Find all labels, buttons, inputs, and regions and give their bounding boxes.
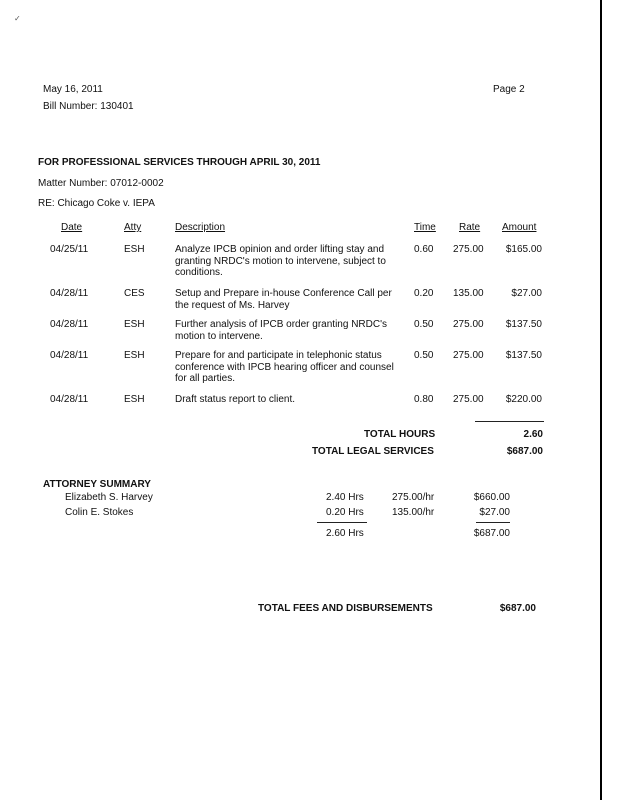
entry-atty: ESH bbox=[124, 319, 145, 330]
grand-total-value: $687.00 bbox=[499, 603, 536, 614]
entry-rate: 275.00 bbox=[453, 319, 484, 330]
entry-rate: 275.00 bbox=[453, 394, 484, 405]
entry-description: Prepare for and participate in telephonic status conference with IPCB hearing officer and counsel for all parties. bbox=[175, 350, 394, 384]
matter-number: Matter Number: 07012-0002 bbox=[38, 178, 164, 189]
services-heading: FOR PROFESSIONAL SERVICES THROUGH APRIL 30, 2011 bbox=[38, 157, 321, 168]
entry-description: Analyze IPCB opinion and order lifting stay and granting NRDC's motion to intervene, subject to conditions. bbox=[175, 244, 386, 278]
page-number: Page 2 bbox=[493, 84, 525, 95]
entry-rate: 275.00 bbox=[453, 350, 484, 361]
attorney-name: Colin E. Stokes bbox=[65, 507, 134, 518]
attorney-rate: 135.00/hr bbox=[392, 507, 435, 518]
entry-description: Setup and Prepare in-house Conference Call per the request of Ms. Harvey bbox=[175, 288, 392, 311]
entry-rate: 275.00 bbox=[453, 244, 484, 255]
entry-time: 0.50 bbox=[414, 319, 434, 330]
total-legal-label: TOTAL LEGAL SERVICES bbox=[312, 446, 434, 457]
entry-time: 0.60 bbox=[414, 244, 434, 255]
attorney-amount: $27.00 bbox=[479, 507, 510, 518]
entry-amount: $27.00 bbox=[511, 288, 542, 299]
entry-amount: $137.50 bbox=[505, 319, 542, 330]
grand-total-label: TOTAL FEES AND DISBURSEMENTS bbox=[258, 603, 433, 614]
entry-date: 04/28/11 bbox=[50, 394, 89, 405]
total-legal-value: $687.00 bbox=[506, 446, 543, 457]
invoice-date: May 16, 2011 bbox=[43, 84, 103, 95]
col-atty: Atty bbox=[124, 222, 142, 233]
entry-date: 04/28/11 bbox=[50, 288, 89, 299]
entry-description: Draft status report to client. bbox=[175, 394, 296, 405]
entry-date: 04/25/11 bbox=[50, 244, 89, 255]
summary-amount-rule bbox=[476, 522, 510, 523]
entry-date: 04/28/11 bbox=[50, 319, 89, 330]
entry-rate: 135.00 bbox=[453, 288, 484, 299]
attorney-amount: $660.00 bbox=[473, 492, 510, 503]
attorney-summary-heading: ATTORNEY SUMMARY bbox=[43, 479, 151, 490]
scan-mark: ✓ bbox=[14, 14, 21, 23]
bill-number: Bill Number: 130401 bbox=[43, 101, 134, 112]
attorney-hours: 2.40 Hrs bbox=[326, 492, 364, 503]
entry-time: 0.50 bbox=[414, 350, 434, 361]
col-amount: Amount bbox=[502, 222, 537, 233]
attorney-rate: 275.00/hr bbox=[392, 492, 435, 503]
attorney-name: Elizabeth S. Harvey bbox=[65, 492, 153, 503]
attorney-hours: 0.20 Hrs bbox=[326, 507, 364, 518]
col-description: Description bbox=[175, 222, 226, 233]
col-date: Date bbox=[61, 222, 83, 233]
entry-time: 0.80 bbox=[414, 394, 434, 405]
entry-atty: ESH bbox=[124, 244, 145, 255]
scan-edge bbox=[600, 0, 602, 800]
summary-total-amount: $687.00 bbox=[473, 528, 510, 539]
entry-date: 04/28/11 bbox=[50, 350, 89, 361]
total-hours-value: 2.60 bbox=[523, 429, 543, 440]
total-hours-label: TOTAL HOURS bbox=[364, 429, 436, 440]
col-time: Time bbox=[414, 222, 436, 233]
entry-time: 0.20 bbox=[414, 288, 434, 299]
entry-amount: $220.00 bbox=[505, 394, 542, 405]
totals-rule bbox=[475, 421, 544, 422]
entry-atty: CES bbox=[124, 288, 145, 299]
entry-atty: ESH bbox=[124, 394, 145, 405]
col-rate: Rate bbox=[459, 222, 481, 233]
entry-amount: $165.00 bbox=[505, 244, 542, 255]
entry-amount: $137.50 bbox=[505, 350, 542, 361]
entry-description: Further analysis of IPCB order granting NRDC's motion to intervene. bbox=[175, 319, 387, 342]
summary-hours-rule bbox=[317, 522, 367, 523]
summary-total-hours: 2.60 Hrs bbox=[326, 528, 364, 539]
re-line: RE: Chicago Coke v. IEPA bbox=[38, 198, 155, 209]
entry-atty: ESH bbox=[124, 350, 145, 361]
